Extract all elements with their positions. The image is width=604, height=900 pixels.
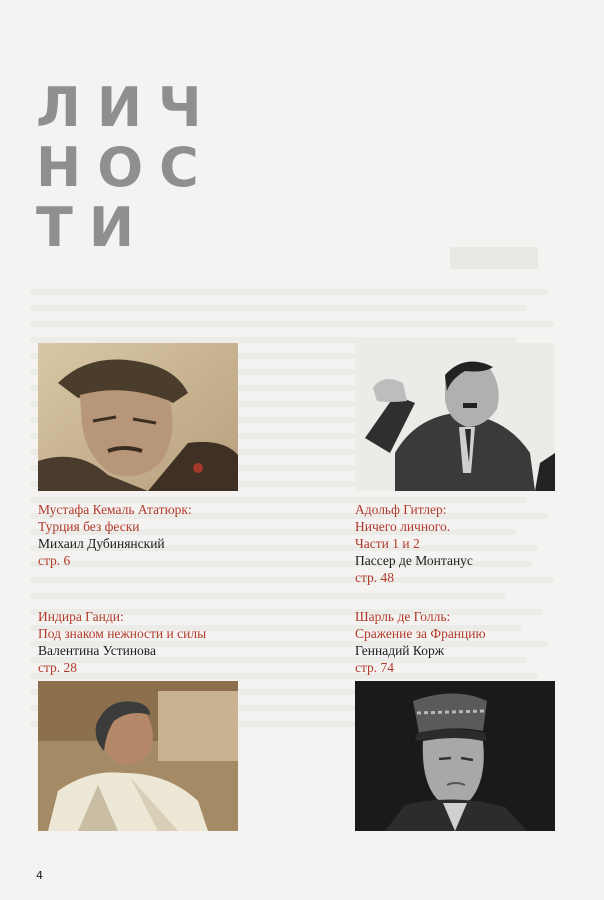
article-title-line-2: Под знаком нежности и силы xyxy=(38,626,207,641)
section-title xyxy=(36,78,218,258)
de-gaulle-photo[interactable] xyxy=(355,681,555,831)
article-title-line-3: Части 1 и 2 xyxy=(355,536,420,551)
article-page: стр. 6 xyxy=(38,553,71,568)
article-author: Пассер де Монтанус xyxy=(355,553,473,568)
show-through-background xyxy=(30,235,570,755)
article-ataturk[interactable] xyxy=(38,501,192,569)
article-title-line-2: Ничего личного. xyxy=(355,519,451,534)
section-title-line-1: ЛИЧ xyxy=(36,76,218,139)
article-page: стр. 28 xyxy=(38,660,78,675)
hitler-photo[interactable] xyxy=(355,343,555,491)
article-title-line-1: Индира Ганди: xyxy=(38,609,124,624)
section-title-line-3: ТИ xyxy=(36,196,151,259)
article-page: стр. 74 xyxy=(355,660,395,675)
article-title-line-2: Турция без фески xyxy=(38,519,140,534)
article-de-gaulle[interactable] xyxy=(355,608,486,676)
article-title-line-1: Адольф Гитлер: xyxy=(355,502,447,517)
article-page: стр. 48 xyxy=(355,570,395,585)
article-author: Михаил Дубинянский xyxy=(38,536,165,551)
article-gandhi[interactable] xyxy=(38,608,206,676)
article-title-line-1: Шарль де Голль: xyxy=(355,609,451,624)
page-number: 4 xyxy=(36,869,43,882)
article-author: Валентина Устинова xyxy=(38,643,156,658)
article-hitler[interactable] xyxy=(355,501,473,586)
article-title-line-2: Сражение за Францию xyxy=(355,626,486,641)
article-author: Геннадий Корж xyxy=(355,643,445,658)
section-title-line-2: НОС xyxy=(36,136,215,199)
indira-gandhi-photo[interactable] xyxy=(38,681,238,831)
ataturk-photo[interactable] xyxy=(38,343,238,491)
article-title-line-1: Мустафа Кемаль Ататюрк: xyxy=(38,502,192,517)
